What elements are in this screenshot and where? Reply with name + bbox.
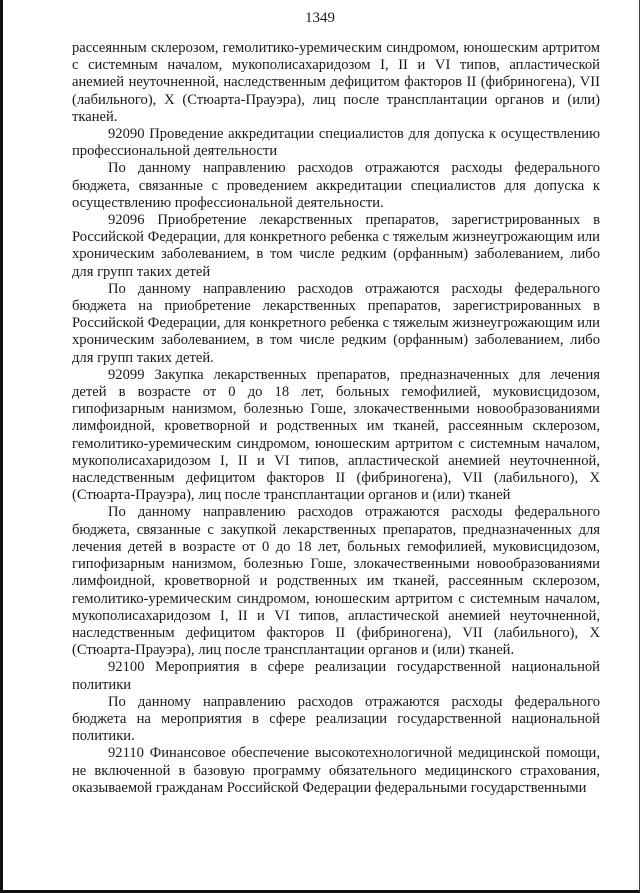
heading-92096: 92096 Приобретение лекарственных препаратов, зарегистрированных в Российской Федерации, для конкретного ребенка с тяжелым жизнеугрожающим или хроническим заболеванием, в том числе редким (орфанным) заболеванием, либо для групп таких детей bbox=[72, 212, 600, 280]
heading-92110: 92110 Финансовое обеспечение высокотехнологичной медицинской помощи, не включенной в базовую программу обязательного медицинского страхования, оказываемой гражданам Российской Федерации федеральными государственными bbox=[72, 745, 600, 796]
paragraph-92096-description: По данному направлению расходов отражаются расходы федерального бюджета на приобретение лекарственных препаратов, зарегистрированных в Российской Федерации, для конкретного ребенка с тяжелым жизнеугрожающим или хроническим заболеванием, в том числе редким (орфанным) заболеванием, либо для групп таких детей. bbox=[72, 280, 600, 366]
paragraph-92100-description: По данному направлению расходов отражаются расходы федерального бюджета на мероприятия в сфере реализации государственной национальной политики. bbox=[72, 693, 600, 745]
paragraph-92090-description: По данному направлению расходов отражаются расходы федерального бюджета, связанные с проведением аккредитации специалистов для допуска к осуществлению профессиональной деятельности. bbox=[72, 160, 600, 211]
page-number: 1349 bbox=[305, 10, 335, 26]
heading-92090: 92090 Проведение аккредитации специалистов для допуска к осуществлению профессиональной деятельности bbox=[72, 126, 600, 160]
heading-92100: 92100 Мероприятия в сфере реализации государственной национальной политики bbox=[72, 659, 600, 693]
document-body bbox=[72, 40, 600, 797]
paragraph-92099-description: По данному направлению расходов отражаются расходы федерального бюджета, связанные с закупкой лекарственных препаратов, предназначенных для лечения детей в возрасте от 0 до 18 лет, больных гемофилией, муковисцидозом, гипофизарным нанизмом, болезнью Гоше, злокачественными новообразованиями лимфоидной, кроветворной и родственных им тканей, рассеянным склерозом, гемолитико-уремическим синдромом, юношеским артритом с системным началом, мукополисахаридозом I, II и VI типов, апластической анемией неуточненной, наследственным дефицитом факторов II (фибриногена), VII (лабильного), X (Стюарта-Прауэра), лиц после трансплантации органов и (или) тканей. bbox=[72, 504, 600, 659]
heading-92099: 92099 Закупка лекарственных препаратов, предназначенных для лечения детей в возрасте от 0 до 18 лет, больных гемофилией, муковисцидозом, гипофизарным нанизмом, болезнью Гоше, злокачественными новообразованиями лимфоидной, кроветворной и родственных им тканей, рассеянным склерозом, гемолитико-уремическим синдромом, юношеским артритом с системным началом, мукополисахаридозом I, II и VI типов, апластической анемией неуточненной, наследственным дефицитом факторов II (фибриногена), VII (лабильного), X (Стюарта-Прауэра), лиц после трансплантации органов и (или) тканей bbox=[72, 366, 600, 504]
paragraph-continuation: рассеянным склерозом, гемолитико-уремическим синдромом, юношеским артритом с системным началом, мукополисахаридозом I, II и VI типов, апластической анемией неуточненной, наследственным дефицитом факторов II (фибриногена), VII (лабильного), X (Стюарта-Прауэра), лиц после трансплантации органов и (или) тканей. bbox=[72, 40, 600, 125]
